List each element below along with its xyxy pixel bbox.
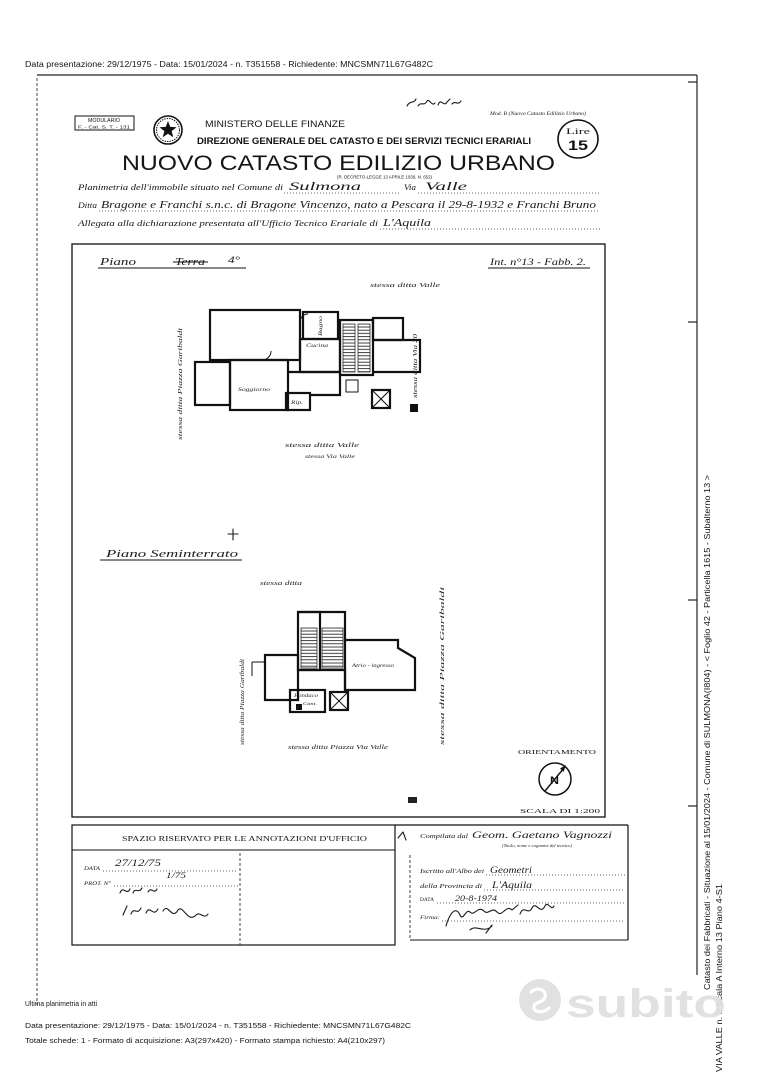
office-prot-value: 1/75 bbox=[166, 871, 186, 880]
side-address-info: VIA VALLE n. 2 Scala A Interno 13 Piano 4-S1 bbox=[715, 908, 724, 1072]
ufficio-value: L'Aquila bbox=[381, 218, 431, 229]
office-date-value: 27/12/75 bbox=[115, 859, 162, 869]
planimetria-label: Planimetria dell'immobile situato nel Comune di bbox=[76, 182, 284, 192]
office-date-label: DATA bbox=[82, 866, 101, 872]
plan-upper-level-struck: Terra bbox=[175, 257, 205, 268]
plan-upper-bottom-note-1: stessa ditta Valle bbox=[285, 443, 360, 449]
office-header: SPAZIO RISERVATO PER LE ANNOTAZIONI D'UFFICIO bbox=[122, 835, 367, 843]
provincia-value: L'Aquila bbox=[490, 880, 533, 890]
allegata-label: Allegata alla dichiarazione presentata all'Ufficio Tecnico Erariale di bbox=[76, 218, 379, 228]
room-cant: Cant. bbox=[303, 701, 317, 706]
provincia-label: della Provincia di bbox=[420, 883, 483, 890]
orientation-title: ORIENTAMENTO bbox=[518, 749, 597, 756]
ink-blot bbox=[408, 797, 417, 803]
compiled-by: Geom. Gaetano Vagnozzi bbox=[472, 831, 613, 841]
plan-upper-level-note: 4° bbox=[228, 255, 241, 265]
signature-label: Firma: bbox=[418, 915, 441, 921]
modulario-code: F. - Cat. S. T. - 131 bbox=[78, 124, 131, 130]
plan-upper-left-note: stessa ditta Piazza Garibaldi bbox=[178, 370, 184, 440]
albo-label: Iscritto all'Albo dei bbox=[418, 868, 485, 875]
stamp-value: 15 bbox=[568, 137, 589, 153]
plan-upper-bottom-note-2: stessa Via Valle bbox=[305, 454, 356, 460]
plan-upper-top-note: stessa ditta Valle bbox=[370, 282, 441, 289]
compass-letter: N bbox=[550, 775, 560, 787]
compiled-hint: (Titolo, nome e cognome del tecnico) bbox=[502, 843, 562, 848]
compiled-label: Compilata dal bbox=[420, 833, 469, 840]
model-label: Mod. B (Nuovo Catasto Edilizio Urbano) bbox=[490, 111, 576, 117]
room-bagno: Bagno bbox=[318, 321, 324, 336]
footer-sheets: Totale schede: 1 - Formato di acquisizione: A3(297x420) - Formato stampa richiesto: A4(210x297) bbox=[25, 1036, 386, 1045]
ditta-label: Ditta bbox=[76, 200, 97, 210]
direction-name: DIREZIONE GENERALE DEL CATASTO E DEI SERVIZI TECNICI ERARIALI bbox=[197, 136, 531, 147]
unit-reference: Int. n°13 - Fabb. 2. bbox=[488, 257, 586, 267]
room-fondaco: Fondaco bbox=[292, 693, 319, 699]
plan-upper-level-label: Piano bbox=[98, 257, 136, 268]
subito-logo-icon bbox=[519, 979, 561, 1021]
comune-value: Sulmona bbox=[289, 179, 361, 193]
plan-basement-right-note: stessa ditta Piazza Garibaldi bbox=[440, 675, 446, 745]
room-atrio: Atrio - ingresso bbox=[350, 663, 395, 669]
plan-basement-bottom-note: stessa ditta Piazza Via Valle bbox=[288, 745, 389, 751]
albo-value: Geometri bbox=[490, 865, 533, 875]
technician-date-value: 20-8-1974 bbox=[455, 893, 498, 903]
room-cucina: Cucina bbox=[306, 343, 329, 349]
scale-label: SCALA DI 1:200 bbox=[520, 808, 600, 815]
via-value: Valle bbox=[425, 179, 469, 193]
plan-basement-left-note: stessa ditta Piazza Garibaldi bbox=[240, 675, 246, 745]
via-label: Via bbox=[404, 182, 416, 192]
room-soggiorno: Soggiorno bbox=[238, 387, 271, 393]
top-info-line: Data presentazione: 29/12/1975 - Data: 15/01/2024 - n. T351558 - Richiedente: MNCSMN71L67G482C bbox=[25, 60, 434, 69]
modulario-label: MODULARIO bbox=[88, 118, 121, 124]
footer-last-plan: Ultima planimetria in atti bbox=[25, 1001, 98, 1008]
side-cadastral-info: Catasto dei Fabbricati - Situazione al 15/01/2024 - Comune di SULMONA(I804) - < Foglio 42 - Particella 1615 - Subalterno 13 > bbox=[703, 537, 712, 990]
subito-wordmark: subito bbox=[566, 982, 726, 1026]
room-rip: Rip. bbox=[289, 400, 303, 406]
plan-basement-top-note: stessa ditta bbox=[260, 581, 302, 587]
stamp-label: Lire bbox=[566, 127, 591, 136]
ditta-value: Bragone e Franchi s.n.c. di Bragone Vincenzo, nato a Pescara il 29-8-1932 e Franchi Bruno bbox=[101, 200, 596, 211]
ministry-name: MINISTERO DELLE FINANZE bbox=[205, 119, 345, 130]
office-prot-label: PROT. N° bbox=[84, 881, 106, 887]
decree-reference: (R. DECRETO-LEGGE 13 APRILE 1939, N. 652) bbox=[337, 174, 433, 180]
footer-info: Data presentazione: 29/12/1975 - Data: 15/01/2024 - n. T351558 - Richiedente: MNCSMN71L67G482C bbox=[25, 1021, 412, 1030]
plan-basement-level-label: Piano Seminterrato bbox=[104, 549, 239, 560]
technician-date-label: DATA bbox=[420, 898, 435, 903]
page-title: NUOVO CATASTO EDILIZIO URBANO bbox=[122, 152, 555, 175]
plan-upper-right-note: stessa ditta Via 20 bbox=[413, 354, 419, 398]
